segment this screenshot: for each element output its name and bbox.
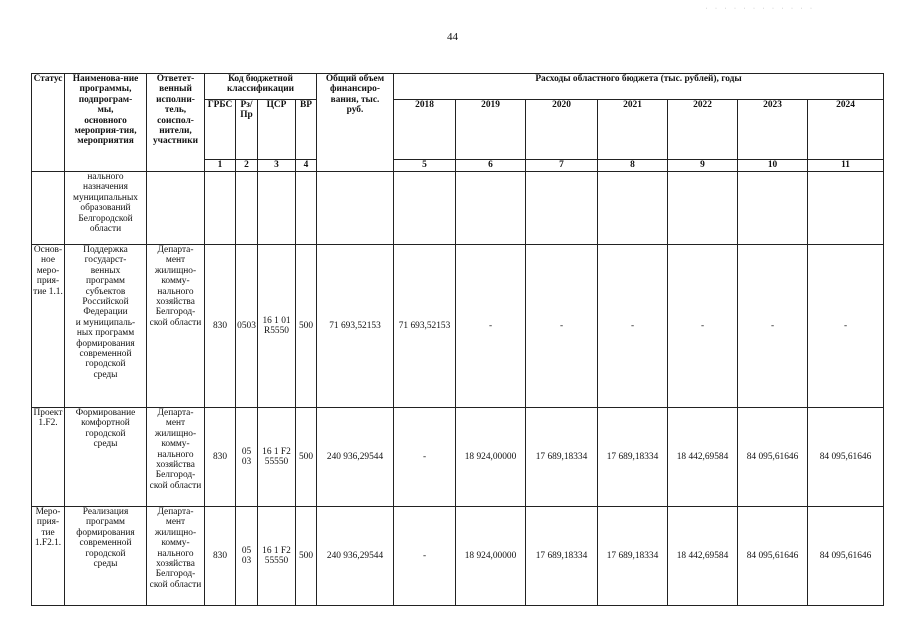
row-rzpr: 0503	[236, 245, 258, 408]
header-year-2019: 2019	[456, 100, 526, 160]
row-vr: 500	[296, 507, 317, 606]
column-number: 5	[394, 160, 456, 172]
column-number: 8	[598, 160, 668, 172]
header-expenses: Расходы областного бюджета (тыс. рублей), годы	[394, 74, 884, 100]
row-value-2020	[526, 172, 598, 245]
row-csr: 16 1 01 R5550	[258, 245, 296, 408]
row-value-2020: -	[526, 245, 598, 408]
row-grbs: 830	[205, 245, 236, 408]
table-row	[32, 408, 884, 507]
header-name: Наименова-ние программы, подпрограм- мы, основного мероприя-тия, мероприятия	[65, 74, 147, 172]
row-value-2024	[808, 172, 884, 245]
row-status: Проект 1.F2.	[32, 408, 65, 507]
row-grbs: 830	[205, 507, 236, 606]
row-value-2019: 18 924,00000	[456, 408, 526, 507]
row-value-2024: 84 095,61646	[808, 408, 884, 507]
row-value-2024: -	[808, 245, 884, 408]
row-value-2021: -	[598, 245, 668, 408]
row-responsible: Департа- мент жилищно- комму- нального хозяйства Белгород- ской области	[147, 507, 205, 606]
header-grbs: ГРБС	[205, 100, 236, 160]
row-responsible: Департа- мент жилищно- комму- нального хозяйства Белгород- ской области	[147, 408, 205, 507]
row-value-2018: -	[394, 507, 456, 606]
header-rzpr: Рз/ Пр	[236, 100, 258, 160]
row-total: 240 936,29544	[317, 507, 394, 606]
header-year-2020: 2020	[526, 100, 598, 160]
row-status	[32, 172, 65, 245]
row-value-2018: -	[394, 408, 456, 507]
row-status: Меро- прия- тие 1.F2.1.	[32, 507, 65, 606]
row-value-2023: 84 095,61646	[738, 507, 808, 606]
row-csr	[258, 172, 296, 245]
column-number: 4	[296, 160, 317, 172]
row-responsible: Департа- мент жилищно- комму- нального хозяйства Белгород- ской области	[147, 245, 205, 408]
column-number: 6	[456, 160, 526, 172]
row-value-2023	[738, 172, 808, 245]
header-year-2023: 2023	[738, 100, 808, 160]
row-value-2019: -	[456, 245, 526, 408]
header-row-1	[32, 74, 884, 100]
row-name: Реализация программ формирования современной городской среды	[65, 507, 147, 606]
row-csr: 16 1 F2 55550	[258, 408, 296, 507]
header-csr: ЦСР	[258, 100, 296, 160]
table-row	[32, 172, 884, 245]
page-number: 44	[447, 31, 458, 43]
header-year-2021: 2021	[598, 100, 668, 160]
header-year-2022: 2022	[668, 100, 738, 160]
header-vr: ВР	[296, 100, 317, 160]
row-grbs	[205, 172, 236, 245]
row-total: 71 693,52153	[317, 245, 394, 408]
row-rzpr: 05 03	[236, 507, 258, 606]
header-status: Статус	[32, 74, 65, 172]
row-total	[317, 172, 394, 245]
row-responsible	[147, 172, 205, 245]
column-number: 3	[258, 160, 296, 172]
row-value-2018: 71 693,52153	[394, 245, 456, 408]
row-value-2020: 17 689,18334	[526, 507, 598, 606]
row-value-2023: 84 095,61646	[738, 408, 808, 507]
row-value-2022: -	[668, 245, 738, 408]
row-name: нального назначения муниципальных образований Белгородской области	[65, 172, 147, 245]
row-grbs: 830	[205, 408, 236, 507]
row-total: 240 936,29544	[317, 408, 394, 507]
row-vr: 500	[296, 408, 317, 507]
header-total: Общий объем финансиро- вания, тыс. руб.	[317, 74, 394, 172]
header-year-2024: 2024	[808, 100, 884, 160]
row-value-2022: 18 442,69584	[668, 507, 738, 606]
row-value-2024: 84 095,61646	[808, 507, 884, 606]
row-rzpr	[236, 172, 258, 245]
row-name: Формирование комфортной городской среды	[65, 408, 147, 507]
column-number: 9	[668, 160, 738, 172]
header-year-2018: 2018	[394, 100, 456, 160]
row-value-2021	[598, 172, 668, 245]
column-number: 10	[738, 160, 808, 172]
header-responsible: Ответет- венный исполни- тель, соиспол- нители, участники	[147, 74, 205, 172]
column-number: 7	[526, 160, 598, 172]
row-status: Основ- ное меро- прия- тие 1.1.	[32, 245, 65, 408]
row-vr	[296, 172, 317, 245]
row-value-2021: 17 689,18334	[598, 408, 668, 507]
row-value-2021: 17 689,18334	[598, 507, 668, 606]
row-value-2022: 18 442,69584	[668, 408, 738, 507]
row-vr: 500	[296, 245, 317, 408]
row-value-2019	[456, 172, 526, 245]
row-value-2018	[394, 172, 456, 245]
column-number: 11	[808, 160, 884, 172]
header-budget-code: Код бюджетной классификации	[205, 74, 317, 100]
table-row	[32, 507, 884, 606]
row-value-2023: -	[738, 245, 808, 408]
table-row	[32, 245, 884, 408]
row-rzpr: 05 03	[236, 408, 258, 507]
row-value-2019: 18 924,00000	[456, 507, 526, 606]
column-number: 2	[236, 160, 258, 172]
budget-table	[31, 73, 884, 606]
row-value-2022	[668, 172, 738, 245]
row-name: Поддержка государст- венных программ субъектов Российской Федерации и муниципаль- ных программ формирования современной городской среды	[65, 245, 147, 408]
row-value-2020: 17 689,18334	[526, 408, 598, 507]
column-number: 1	[205, 160, 236, 172]
row-csr: 16 1 F2 55550	[258, 507, 296, 606]
scan-artifact: · · · · · · · · · · · ·	[705, 6, 815, 12]
